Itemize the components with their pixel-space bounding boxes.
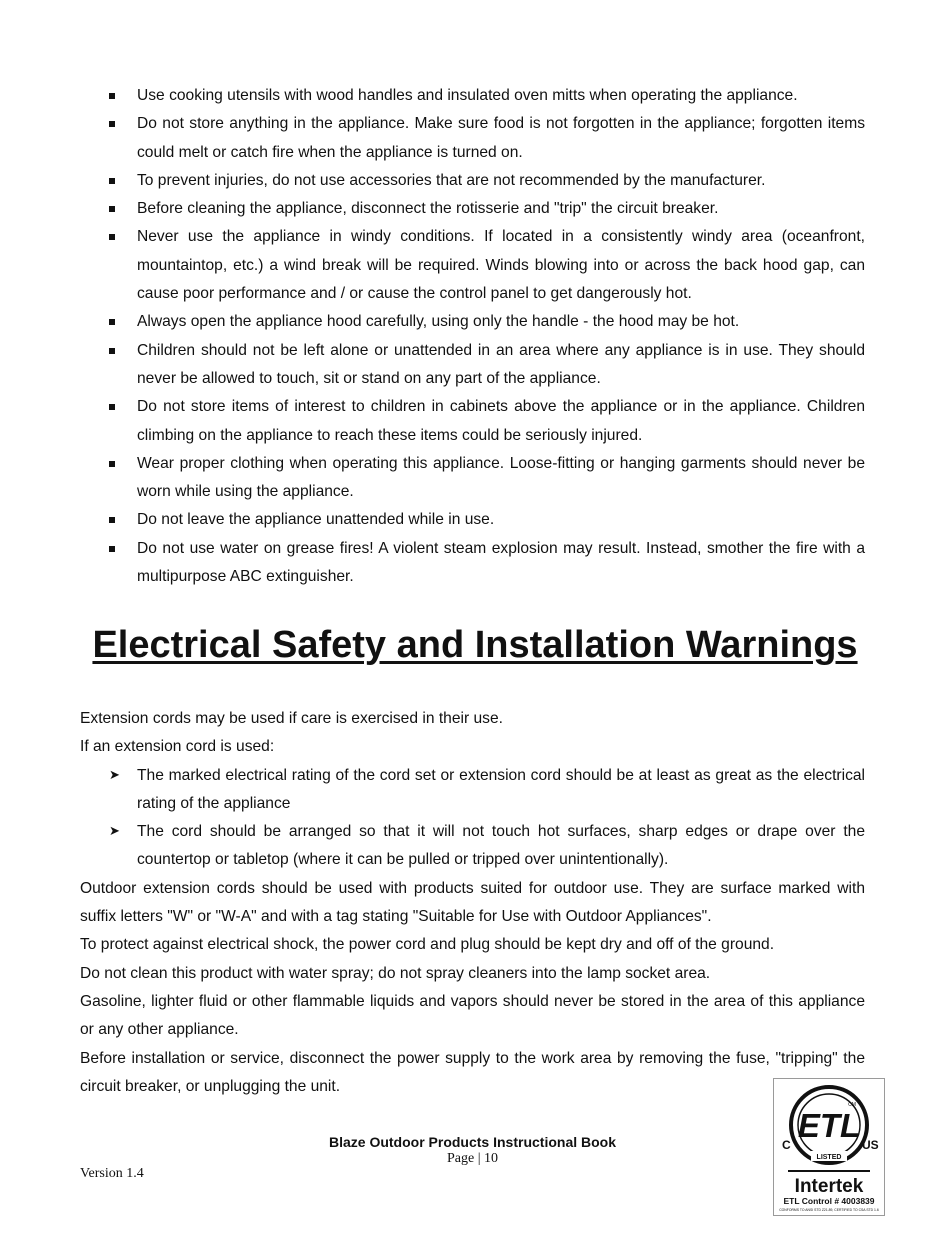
conformity-text: CONFORMS TO ANSI STD Z21.89, CERTIFIED TO CSA STD 1.6 [779,1208,879,1212]
bullet-text: To prevent injuries, do not use accessories that are not recommended by the manufacturer. [137,171,766,189]
list-item [108,535,865,592]
list-item [108,223,865,308]
list-item [108,337,865,394]
arrow-bullet-list [80,762,865,875]
square-bullet-icon [109,121,115,127]
list-item [108,308,865,336]
etl-logo-graphic [774,1079,884,1215]
intro-paragraph: Extension cords may be used if care is exercised in their use. [80,710,503,727]
section-body [80,705,865,1101]
bullet-text: Wear proper clothing when operating this appliance. Loose-fitting or hanging garments should never be worn while using the appliance. [137,454,865,501]
footer-title: Blaze Outdoor Products Instructional Book [328,1134,617,1150]
list-item [108,506,865,534]
square-bullet-icon [109,178,115,184]
us-mark: US [862,1138,879,1152]
bullet-text: Do not store items of interest to children in cabinets above the appliance or in the appliance. Children climbing on the appliance to reach these items could be seriously injured. [137,398,865,444]
body-paragraph: Gasoline, lighter fluid or other flammable liquids and vapors should never be stored in the area of this appliance or any other appliance. [80,992,865,1039]
etl-mark-text: ETL [797,1107,861,1144]
list-item [108,818,865,875]
square-bullet-icon [109,546,115,552]
square-bullet-icon [109,517,115,523]
body-paragraph: Before installation or service, disconnect the power supply to the work area by removing the fuse, "tripping" the circuit breaker, or unplugging the unit. [80,1049,865,1095]
etl-control-number: ETL Control # 4003839 [783,1196,875,1206]
bullet-text: The cord should be arranged so that it will not touch hot surfaces, sharp edges or drape over the countertop or tabletop (where it can be pulled or tripped over unintentionally). [137,823,865,869]
arrow-bullet-icon: ➤ [109,824,120,840]
listed-text: LISTED [816,1154,842,1161]
body-paragraph: Outdoor extension cords should be used with products suited for outdoor use. They are surface marked with suffix letters "W" or "W-A" and with a tag stating "Suitable for Use with Outdoor Appliances". [80,879,865,926]
list-item [108,167,865,195]
square-bullet-icon [109,319,115,325]
version-label: Version 1.4 [80,1166,144,1181]
cm-mark: CM [848,1102,856,1108]
list-item [108,393,865,450]
bullet-text: The marked electrical rating of the cord set or extension cord should be at least as great as the electrical rating of the appliance [137,766,865,812]
page-number: Page | 10 [446,1151,499,1166]
etl-listed-logo [773,1078,885,1216]
bullet-text: Before cleaning the appliance, disconnect the rotisserie and "trip" the circuit breaker. [137,200,719,218]
square-bullet-icon [109,206,115,212]
list-item [108,82,865,110]
bullet-text: Do not leave the appliance unattended while in use. [137,511,495,529]
bullet-text: Children should not be left alone or unattended in an area where any appliance is in use. They should never be allowed to touch, sit or stand on any part of the appliance. [137,341,865,387]
body-paragraph: Do not clean this product with water spray; do not spray cleaners into the lamp socket area. [80,964,711,982]
bullet-text: Do not store anything in the appliance. Make sure food is not forgotten in the appliance; forgotten items could melt or catch fire when the appliance is turned on. [137,115,865,161]
list-item [108,195,865,223]
square-bullet-icon [109,348,115,354]
intertek-brand-text: Intertek [794,1176,864,1197]
bullet-text: Always open the appliance hood carefully, using only the handle - the hood may be hot. [137,313,740,331]
square-bullet-icon [109,93,115,99]
intro-paragraph: If an extension cord is used: [80,738,275,756]
list-item [108,450,865,507]
c-mark: C [782,1138,791,1152]
bullet-text: Use cooking utensils with wood handles and insulated oven mitts when operating the appliance. [137,87,798,104]
list-item [108,110,865,167]
section-heading: Electrical Safety and Installation Warnings [92,624,858,666]
list-item [108,762,865,819]
safety-bullet-list [108,82,865,591]
square-bullet-icon [109,461,115,467]
body-paragraph: To protect against electrical shock, the power cord and plug should be kept dry and off of the ground. [80,936,775,954]
bullet-text: Do not use water on grease fires! A violent steam explosion may result. Instead, smother the fire with a multipurpose ABC extinguisher. [137,539,865,586]
bullet-text: Never use the appliance in windy conditions. If located in a consistently windy area (oceanfront, mountaintop, etc.) a wind break will be required. Winds blowing into or across the back hood gap, can cause poor performance and / or cause the control panel to get dangerously hot. [137,228,865,303]
square-bullet-icon [109,234,115,240]
arrow-bullet-icon: ➤ [109,767,120,783]
square-bullet-icon [109,404,115,410]
